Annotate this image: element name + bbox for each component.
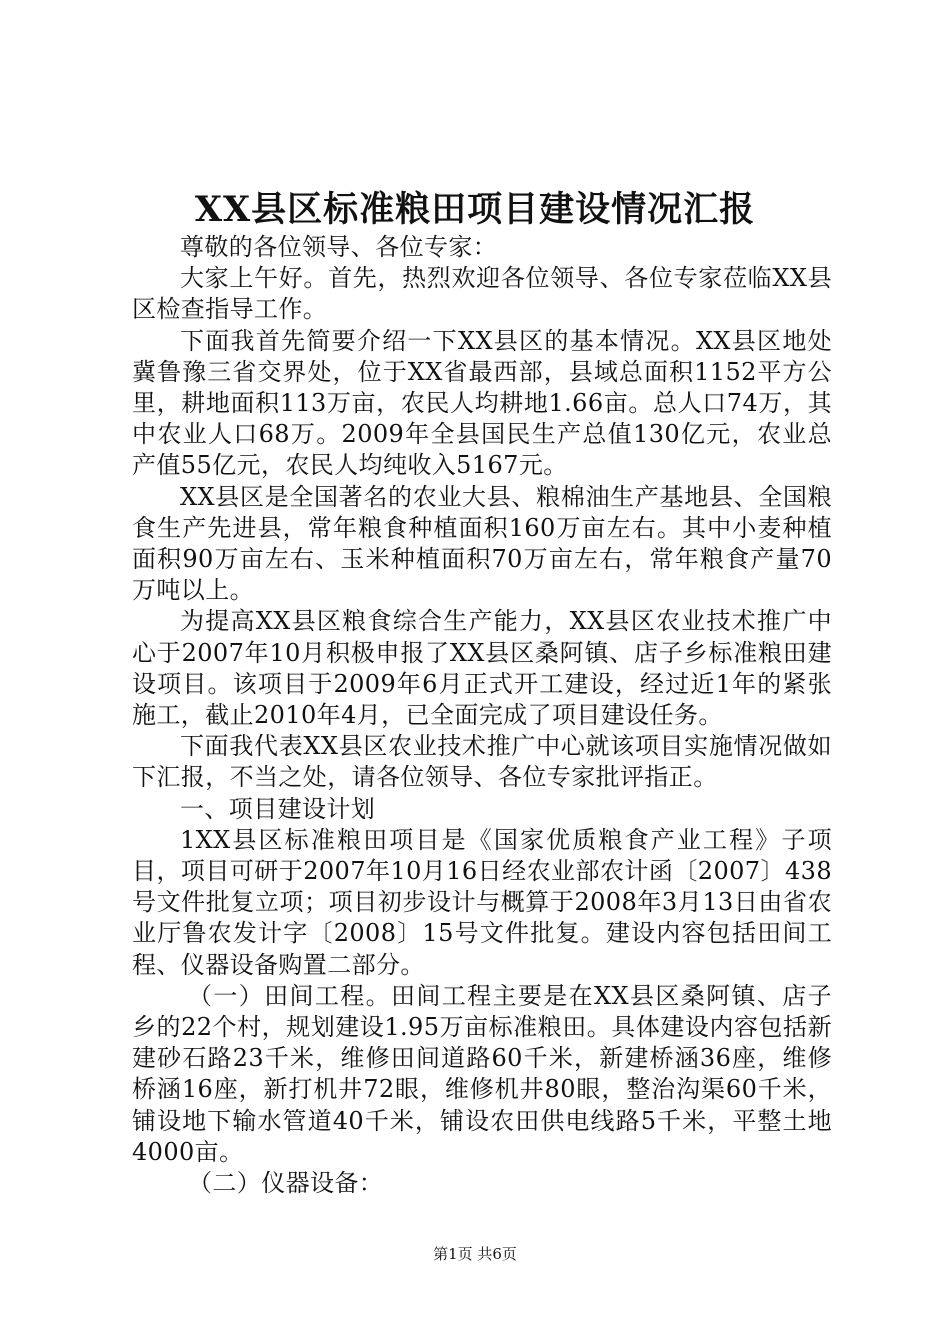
- agriculture-overview-paragraph: XX县区是全国著名的农业大县、粮棉油生产基地县、全国粮食生产先进县，常年粮食种植面积160万亩左右。其中小麦种植面积90万亩左右、玉米种植面积70万亩左右，常年粮食产量70万吨以上。: [132, 482, 832, 605]
- project-approval-paragraph: 1XX县区标准粮田项目是《国家优质粮食产业工程》子项目，项目可研于2007年10月16日经农业部农计函〔2007〕438号文件批复立项；项目初步设计与概算于2008年3月13日由省农业厅鲁农发计字〔2008〕15号文件批复。建设内容包括田间工程、仪器设备购置二部分。: [132, 825, 832, 979]
- equipment-heading-paragraph: （二）仪器设备：: [188, 1169, 384, 1198]
- section-heading-plan: 一、项目建设计划: [180, 794, 376, 823]
- document-title: XX县区标准粮田项目建设情况汇报: [194, 189, 756, 230]
- page-number-footer: 第1页 共6页: [433, 1245, 517, 1263]
- county-overview-paragraph: 下面我首先简要介绍一下XX县区的基本情况。XX县区地处冀鲁豫三省交界处，位于XX省最西部，县域总面积1152平方公里，耕地面积113万亩，农民人均耕地1.66亩。总人口74万，其中农业人口68万。2009年全县国民生产总值130亿元，农业总产值55亿元，农民人均纯收入5167元。: [132, 326, 832, 480]
- greeting-paragraph: 大家上午好。首先，热烈欢迎各位领导、各位专家莅临XX县区检查指导工作。: [132, 264, 832, 324]
- project-background-paragraph: 为提高XX县区粮食综合生产能力，XX县区农业技术推广中心于2007年10月积极申报了XX县区桑阿镇、店子乡标准粮田建设项目。该项目于2009年6月正式开工建设，经过近1年的紧张施工，截止2010年4月，已全面完成了项目建设任务。: [132, 607, 832, 730]
- report-intro-paragraph: 下面我代表XX县区农业技术推广中心就该项目实施情况做如下汇报，不当之处，请各位领导、各位专家批评指正。: [132, 732, 832, 792]
- field-engineering-paragraph: （一）田间工程。田间工程主要是在XX县区桑阿镇、店子乡的22个村，规划建设1.95万亩标准粮田。具体建设内容包括新建砂石路23千米，维修田间道路60千米，新建桥涵36座，维修桥涵16座，新打机井72眼，维修机井80眼，整治沟渠60千米，铺设地下输水管道40千米，铺设农田供电线路5千米，平整土地4000亩。: [132, 981, 832, 1166]
- salutation-paragraph: 尊敬的各位领导、各位专家：: [180, 233, 498, 261]
- document-body: [132, 232, 832, 1199]
